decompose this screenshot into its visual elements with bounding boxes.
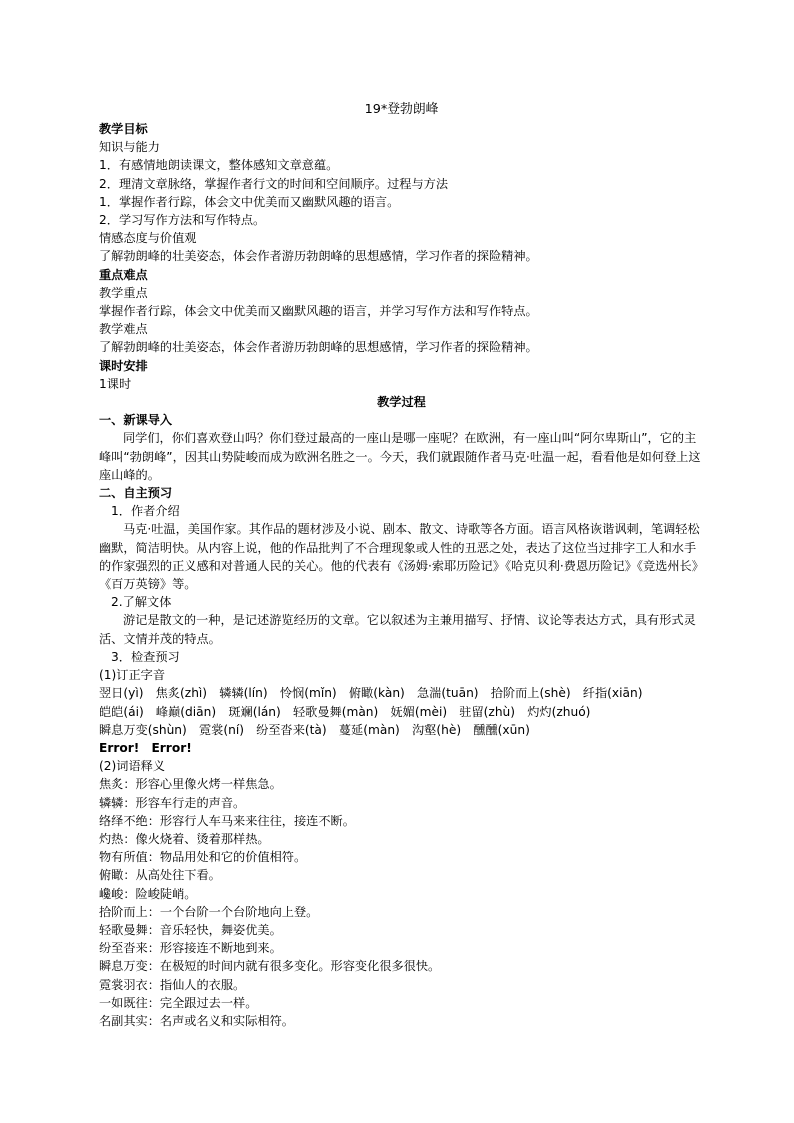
knowledge-label: 知识与能力 bbox=[99, 140, 160, 155]
difficulty-text: 了解勃朗峰的壮美姿态，体会作者游历勃朗峰的思想感情，学习作者的探险精神。 bbox=[99, 340, 538, 355]
hours-heading: 课时安排 bbox=[99, 358, 148, 373]
section-heading: 二、自主预习 bbox=[99, 486, 173, 501]
process-heading: 教学过程 bbox=[377, 395, 426, 410]
hours-text: 1课时 bbox=[99, 376, 132, 391]
author-paragraph: 马克·吐温，美国作家。其作品的题材涉及小说、剧本、散文、诗歌等各方面。语言风格诙谐讽刺，笔调轻松幽默，简洁明快。从内容上说，他的作品批判了不合理现象或人性的丑恶之处，表达了这位当过排字工人和水手的作家强烈的正义感和对普通人民的关心。他的代表有《汤姆·索耶历险记》《哈克贝利·费恩历险记》《竞选州长》《百万英镑》等。 bbox=[99, 522, 704, 592]
difficulty-label: 教学难点 bbox=[99, 322, 148, 337]
key-heading: 重点难点 bbox=[99, 267, 148, 282]
pronunciation-line: 翌日(yì) 焦炙(zhì) 辚辚(lín) 怜悯(mǐn) 俯瞰(kàn) 急湍(tuān) 拾阶而上(shè) 纤指(xiān) bbox=[99, 686, 643, 701]
key-point-text: 掌握作者行踪，体会文中优美而又幽默风趣的语言，并学习写作方法和写作特点。 bbox=[99, 304, 538, 319]
vocab-item: 纷至沓来：形容接连不断地到来。 bbox=[99, 941, 282, 956]
author-label: 1．作者介绍 bbox=[111, 504, 180, 519]
pronunciation-label: (1)订正字音 bbox=[99, 668, 166, 683]
pronunciation-line: 瞬息万变(shùn) 霓裳(ní) 纷至沓来(tà) 蔓延(màn) 沟壑(hè) 醺醺(xūn) bbox=[99, 722, 530, 737]
vocab-item: 名副其实：名声或名义和实际相符。 bbox=[99, 1013, 294, 1028]
genre-label: 2.了解文体 bbox=[111, 595, 172, 610]
goals-heading: 教学目标 bbox=[99, 122, 148, 136]
vocab-item: 瞬息万变：在极短的时间内就有很多变化。形容变化很多很快。 bbox=[99, 959, 441, 974]
vocab-item: 一如既往：完全跟过去一样。 bbox=[99, 995, 258, 1010]
vocab-item: 焦炙：形容心里像火烤一样焦急。 bbox=[99, 777, 282, 792]
check-label: 3．检查预习 bbox=[111, 649, 180, 664]
vocab-item: 拾阶而上：一个台阶一个台阶地向上登。 bbox=[99, 904, 319, 919]
vocab-item: 辚辚：形容车行走的声音。 bbox=[99, 795, 246, 810]
intro-paragraph: 同学们，你们喜欢登山吗？你们登过最高的一座山是哪一座呢？在欧洲，有一座山叫“阿尔卑斯山”，它的主峰叫“勃朗峰”，因其山势陡峻而成为欧洲名胜之一。今天，我们就跟随作者马克·吐温一起，看看他是如何登上这座山峰的。 bbox=[99, 431, 701, 482]
page-title: 19*登勃朗峰 bbox=[364, 102, 439, 117]
goal-item: 2．理清文章脉络，掌握作者行文的时间和空间顺序。过程与方法 bbox=[99, 176, 449, 191]
method-item: 1．掌握作者行踪，体会文中优美而又幽默风趣的语言。 bbox=[99, 194, 400, 209]
emotion-text: 了解勃朗峰的壮美姿态，体会作者游历勃朗峰的思想感情，学习作者的探险精神。 bbox=[99, 249, 538, 264]
vocab-item: 巉峻：险峻陡峭。 bbox=[99, 886, 197, 901]
pronunciation-line: 皑皑(ái) 峰巅(diān) 斑斓(lán) 轻歌曼舞(màn) 妩媚(mèi) 驻留(zhù) 灼灼(zhuó) bbox=[99, 704, 591, 719]
key-point-label: 教学重点 bbox=[99, 285, 148, 300]
vocab-item: 霓裳羽衣：指仙人的衣服。 bbox=[99, 977, 246, 992]
vocab-item: 轻歌曼舞：音乐轻快，舞姿优美。 bbox=[99, 922, 282, 937]
vocab-label: (2)词语释义 bbox=[99, 759, 166, 774]
genre-paragraph: 游记是散文的一种，是记述游览经历的文章。它以叙述为主兼用描写、抒情、议论等表达方式，具有形式灵活、文情并茂的特点。 bbox=[99, 613, 696, 646]
document-page bbox=[99, 100, 704, 1030]
goal-item: 1．有感情地朗读课文，整体感知文章意蕴。 bbox=[99, 158, 339, 173]
vocab-item: 俯瞰：从高处往下看。 bbox=[99, 868, 221, 883]
vocab-item: 物有所值：物品用处和它的价值相符。 bbox=[99, 850, 307, 865]
vocab-item: 灼热：像火烧着、烫着那样热。 bbox=[99, 831, 270, 846]
vocab-item: 络绎不绝：形容行人车马来来往往，接连不断。 bbox=[99, 813, 355, 828]
emotion-label: 情感态度与价值观 bbox=[99, 231, 197, 246]
method-item: 2．学习写作方法和写作特点。 bbox=[99, 213, 266, 228]
error-text: Error! Error! bbox=[99, 740, 192, 755]
section-heading: 一、新课导入 bbox=[99, 413, 173, 428]
